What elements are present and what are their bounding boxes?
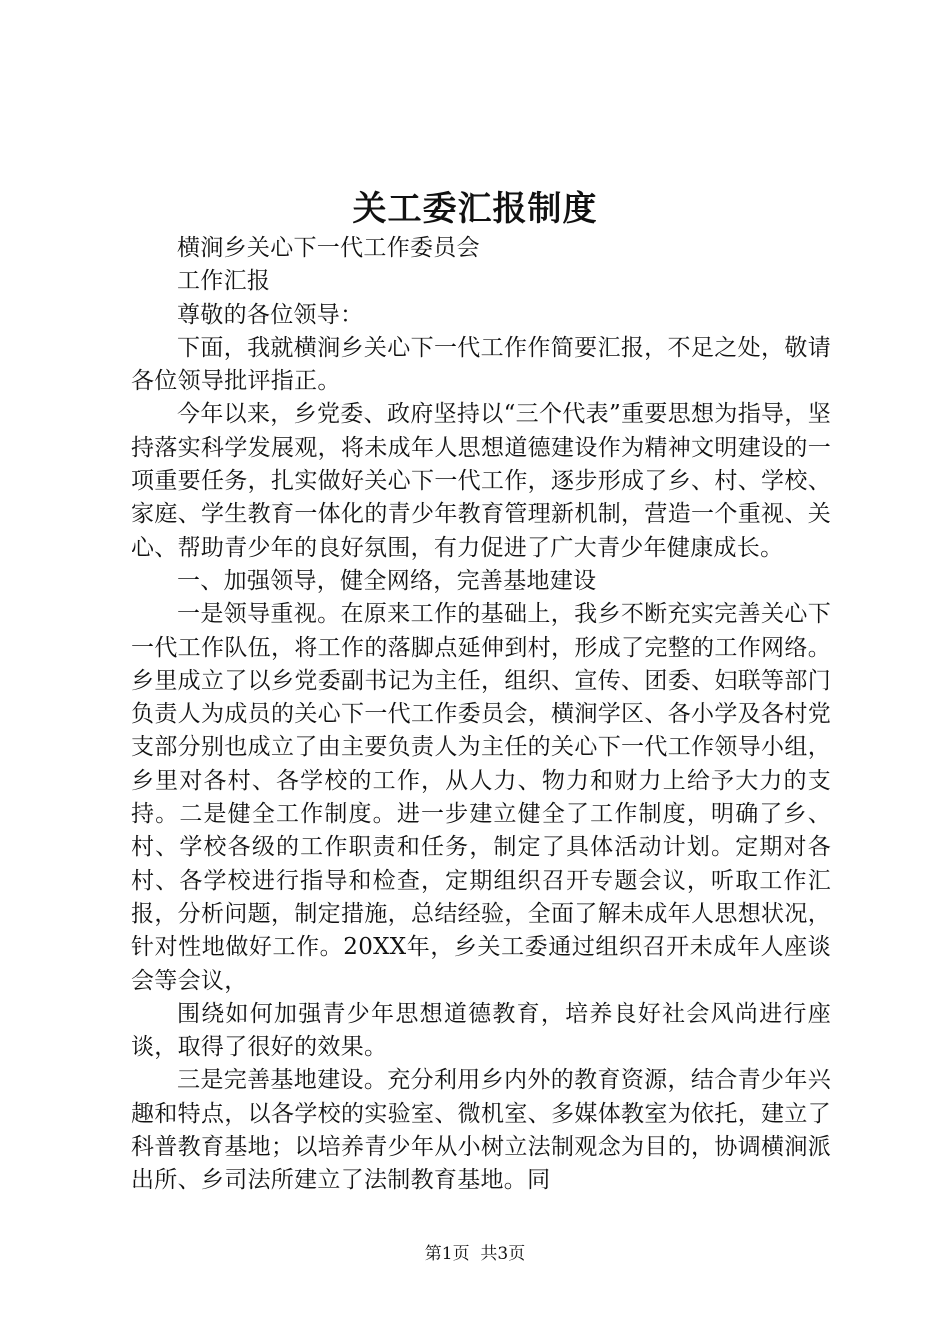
paragraph-forum: 围绕如何加强青少年思想道德教育，培养良好社会风尚进行座谈，取得了很好的效果。 [131,1000,831,1061]
section-heading-1: 一、加强领导，健全网络，完善基地建设 [177,567,597,594]
paragraph-overview: 今年以来，乡党委、政府坚持以“三个代表”重要思想为指导，坚持落实科学发展观，将未成年人思想道德建设作为精神文明建设的一项重要任务，扎实做好关心下一代工作，逐步形成了乡、村、学校、家庭、学生教育一体化的青少年教育管理新机制，营造一个重视、关心、帮助青少年的良好氛围，有力促进了广大青少年健康成长。 [131,401,831,561]
page-number: 第1页 [424,1244,470,1264]
document-title: 关工委汇报制度 [352,189,598,229]
page-footer [0,1242,950,1266]
paragraph-intro: 下面，我就横涧乡关心下一代工作作简要汇报，不足之处，敬请各位领导批评指正。 [131,334,831,395]
document-body [131,232,831,1198]
paragraph-org-name: 横涧乡关心下一代工作委员会 [177,235,480,261]
paragraph-report-label: 工作汇报 [177,268,271,295]
paragraph-base-building: 三是完善基地建设。充分利用乡内外的教育资源，结合青少年兴趣和特点，以各学校的实验室、微机室、多媒体教室为依托，建立了科普教育基地；以培养青少年从小树立法制观念为目的，协调横涧派出所、乡司法所建立了法制教育基地。同 [131,1067,831,1194]
paragraph-leadership: 一是领导重视。在原来工作的基础上，我乡不断充实完善关心下一代工作队伍，将工作的落脚点延伸到村，形成了完整的工作网络。乡里成立了以乡党委副书记为主任，组织、宣传、团委、妇联等部门负责人为成员的关心下一代工作委员会，横涧学区、各小学及各村党支部分别也成立了由主要负责人为主任的关心下一代工作领导小组，乡里对各村、各学校的工作，从人力、物力和财力上给予大力的支持。二是健全工作制度。进一步建立健全了工作制度，明确了乡、村、学校各级的工作职责和任务，制定了具体活动计划。定期对各村、各学校进行指导和检查，定期组织召开专题会议，听取工作汇报，分析问题，制定措施，总结经验，全面了解未成年人思想状况，针对性地做好工作。20XX年，乡关工委通过组织召开未成年人座谈会等会议， [131,601,831,994]
paragraph-salutation: 尊敬的各位领导： [177,301,364,328]
page-total: 共3页 [480,1244,526,1264]
